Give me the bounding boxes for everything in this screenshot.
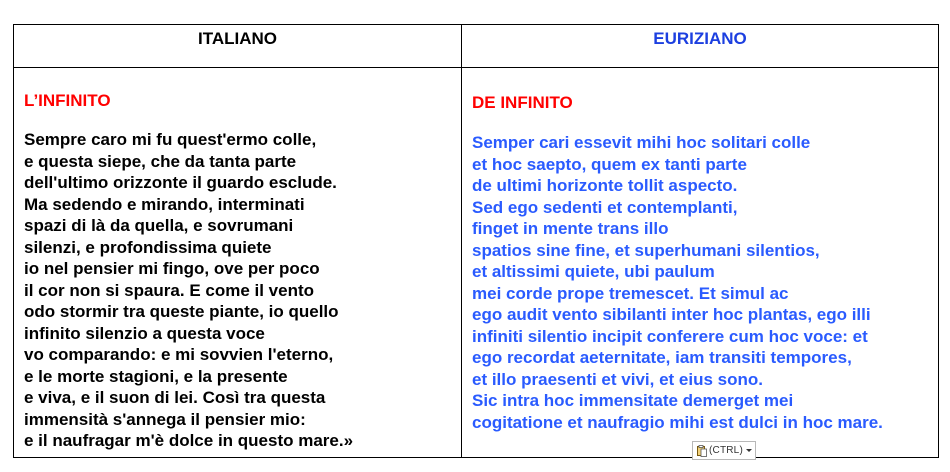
paste-options-button[interactable] xyxy=(692,441,756,460)
header-row xyxy=(14,25,939,68)
chevron-down-icon xyxy=(746,449,752,452)
verse-line: spazi di là da quella, e sovrumani xyxy=(24,216,294,235)
italian-poem-title: L’INFINITO xyxy=(24,91,111,110)
verse-line: e il naufragar m'è dolce in questo mare.» xyxy=(24,431,354,450)
content-row xyxy=(14,68,939,458)
verse-line: ego audit vento sibilanti inter hoc plantas, ego illi xyxy=(472,305,871,324)
verse-line: io nel pensier mi fingo, ove per poco xyxy=(24,259,320,278)
verse-line: silenzi, e profondissima quiete xyxy=(24,237,272,257)
verse-line: Semper cari essevit mihi hoc solitari colle xyxy=(472,133,811,152)
verse-line: de ultimi horizonte tollit aspecto. xyxy=(472,176,738,195)
verse-line: dell'ultimo orizzonte il guardo esclude. xyxy=(24,173,337,192)
verse-line: immensità s'annega il pensier mio: xyxy=(24,409,306,429)
verse-line: il cor non si spaura. E come il vento xyxy=(24,280,315,300)
header-italiano: ITALIANO xyxy=(14,25,462,68)
verse-line: spatios sine fine, et superhumani silentios, xyxy=(472,240,820,260)
verse-line: ego recordat aeternitate, iam transiti tempores, xyxy=(472,348,852,367)
verse-line: Sed ego sedenti et contemplanti, xyxy=(472,197,738,217)
latin-verse-list xyxy=(462,113,938,433)
verse-line: e viva, e il suon di lei. Così tra questa xyxy=(24,388,326,407)
verse-line: e questa siepe, che da tanta parte xyxy=(24,151,297,171)
verse-line: et illo praesenti et vivi, et eius sono. xyxy=(472,369,763,389)
verse-line: Sempre caro mi fu quest'ermo colle, xyxy=(24,130,317,149)
verse-line: infiniti silentio incipit conferere cum hoc voce: et xyxy=(472,326,868,346)
verse-line: odo stormir tra queste piante, io quello xyxy=(24,302,339,321)
verse-line: cogitatione et naufragio mihi est dulci in hoc mare. xyxy=(472,412,883,432)
latin-poem-title: DE INFINITO xyxy=(472,93,573,112)
italian-verse-list xyxy=(14,111,461,452)
verse-line: e le morte stagioni, e la presente xyxy=(24,366,288,386)
verse-line: et altissimi quiete, ubi paulum xyxy=(472,262,715,281)
poem-comparison-table xyxy=(13,24,939,458)
latin-cell[interactable] xyxy=(462,68,939,458)
clipboard-icon xyxy=(697,445,707,457)
verse-line: et hoc saepto, quem ex tanti parte xyxy=(472,154,747,174)
verse-line: vo comparando: e mi sovvien l'eterno, xyxy=(24,345,334,364)
verse-line: Sic intra hoc immensitate demerget mei xyxy=(472,391,794,410)
verse-line: Ma sedendo e mirando, interminati xyxy=(24,194,305,214)
italian-cell[interactable] xyxy=(14,68,462,458)
header-euriziano: EURIZIANO xyxy=(462,25,939,68)
verse-line: infinito silenzio a questa voce xyxy=(24,323,265,343)
verse-line: finget in mente trans illo xyxy=(472,219,669,238)
paste-options-label: (CTRL) xyxy=(709,445,743,456)
verse-line: mei corde prope tremescet. Et simul ac xyxy=(472,283,789,303)
